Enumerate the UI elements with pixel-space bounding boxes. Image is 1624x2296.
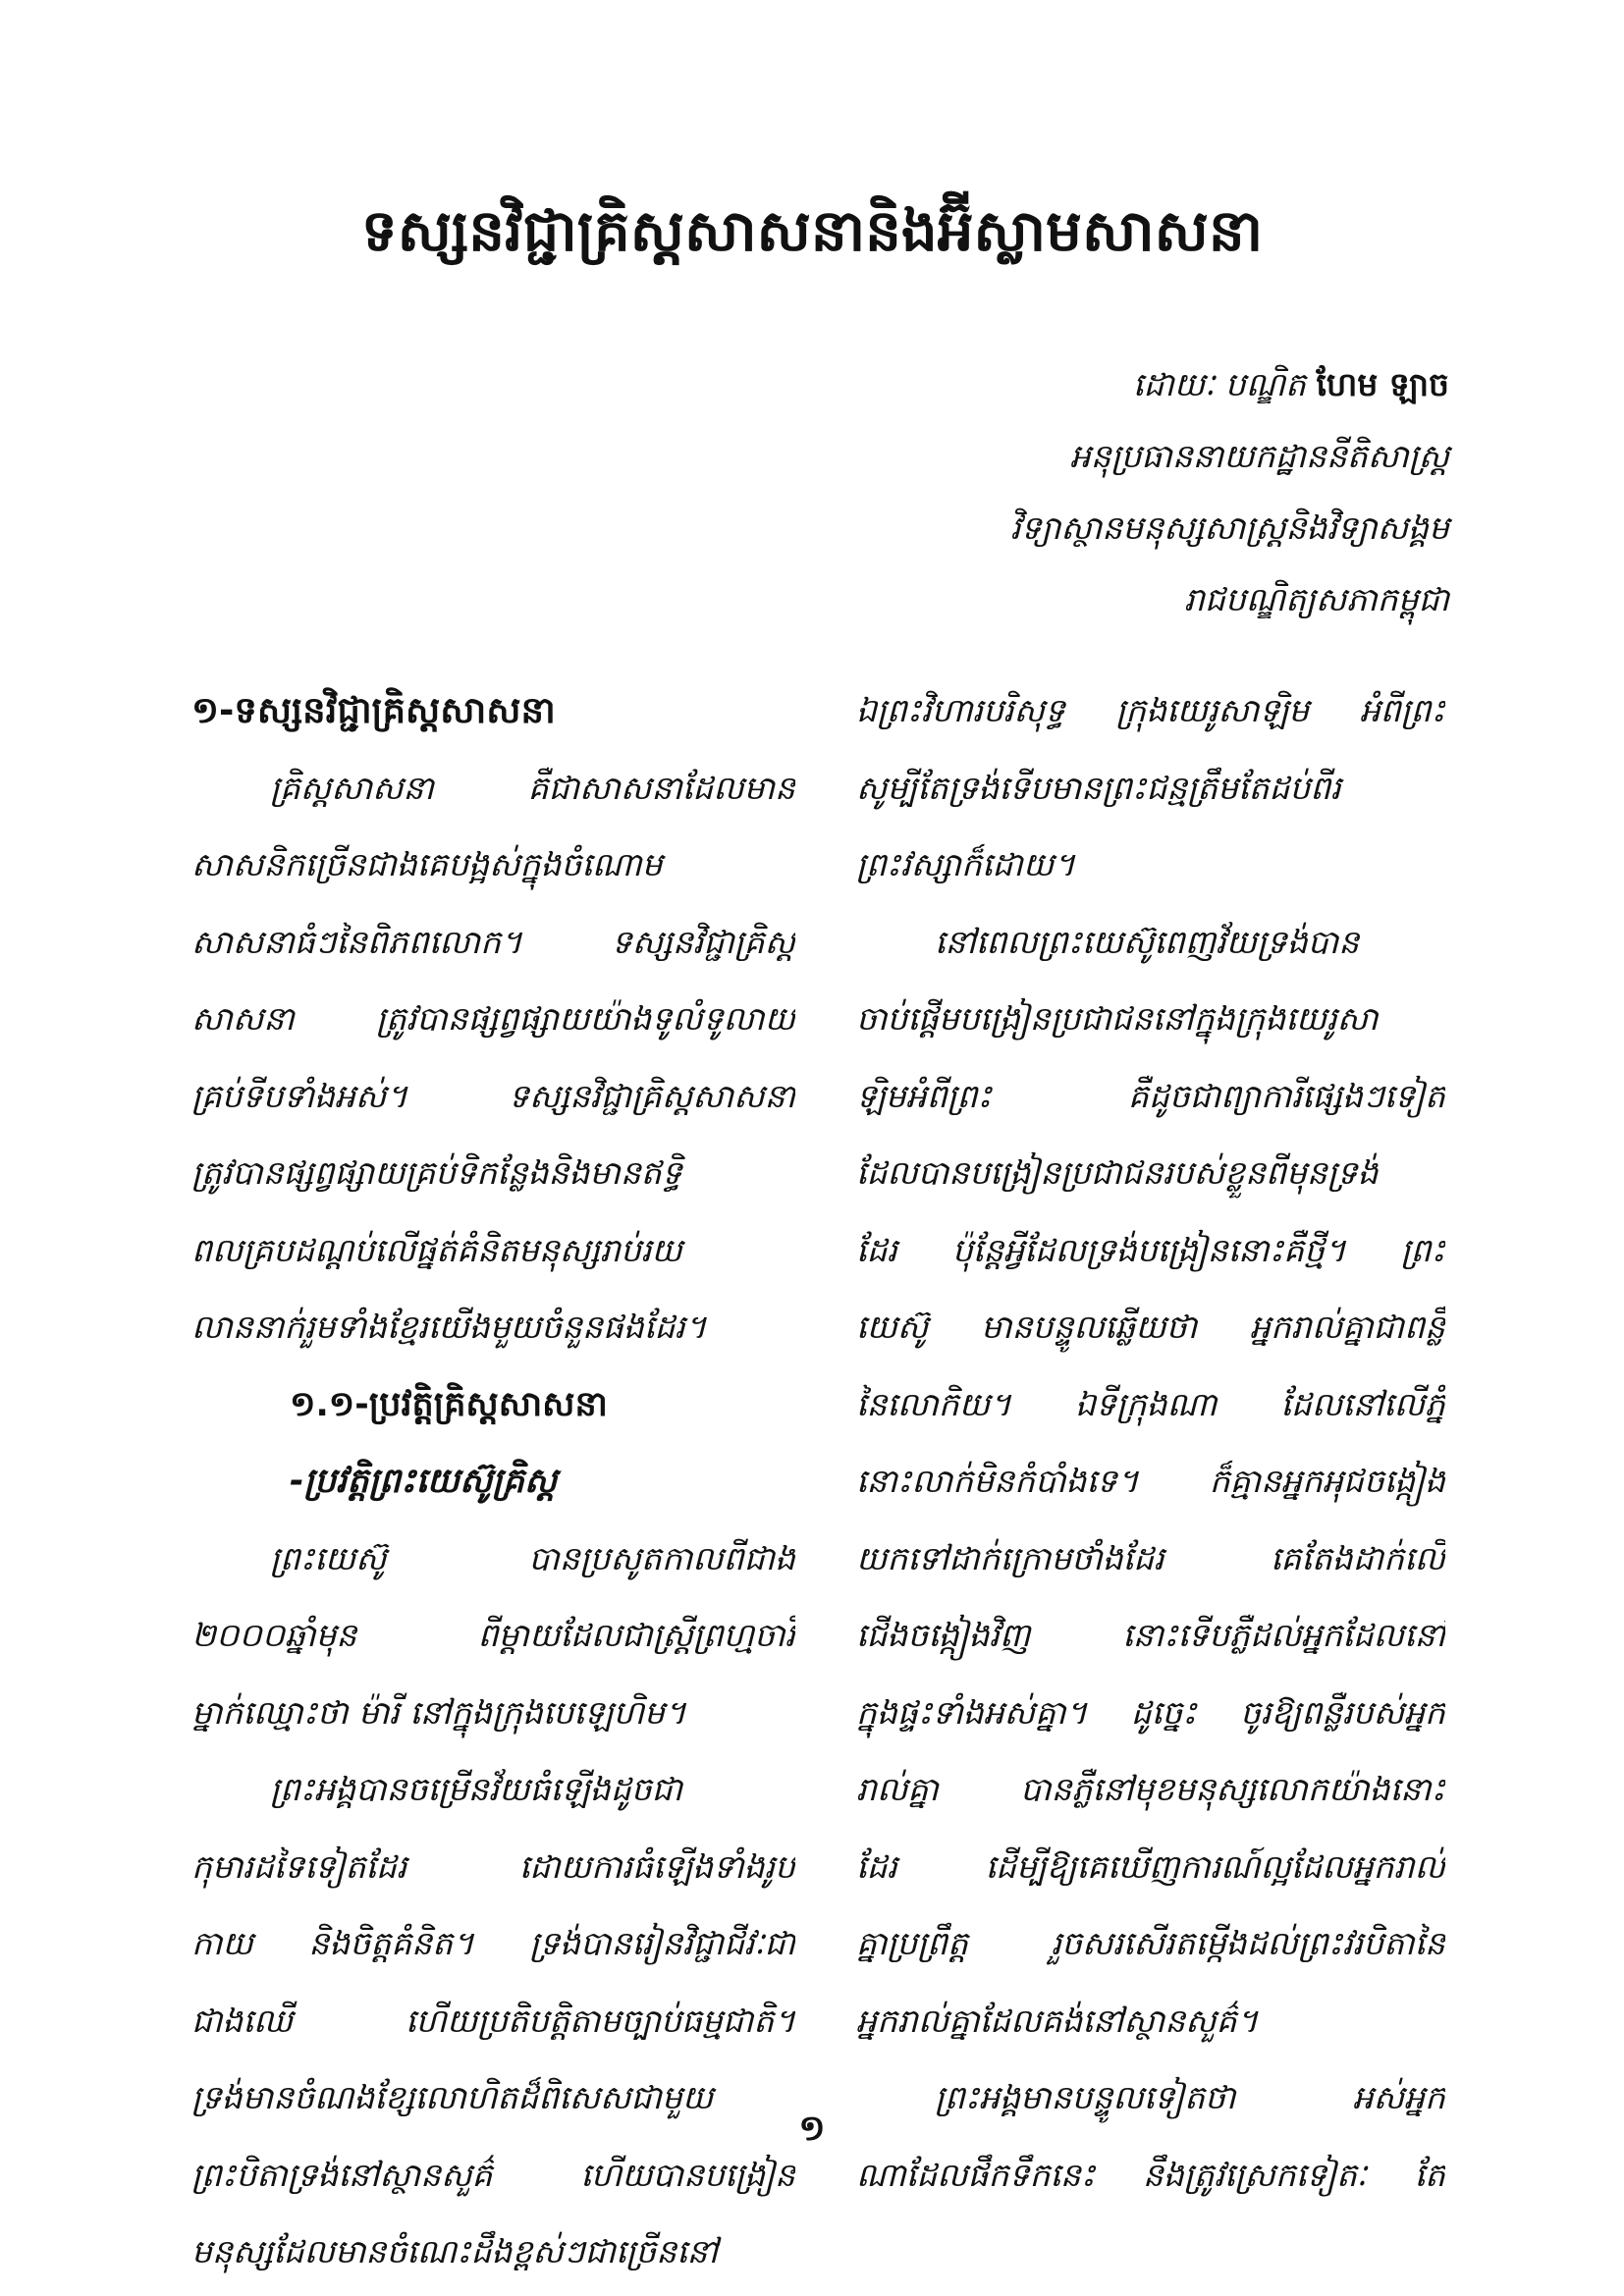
section-heading: ១-ទស្សនវិជ្ជាគ្រិស្តសាសនា (191, 689, 556, 731)
text-line: ព្រះវស្សាក៏ដោយ។ (856, 845, 1076, 883)
author-byline (703, 348, 1449, 635)
text-line: កាយ និងចិត្តគំនិត។ ទ្រង់បានរៀនវិជ្ជាជីវៈជា (191, 1924, 795, 1962)
text-line: ឯព្រះវិហារបរិសុទ្ធ ក្រុងយេរូសាឡិម អំពីព្រះ (856, 691, 1445, 729)
text-line: ចាប់ផ្តើមបង្រៀនប្រជាជននៅក្នុងក្រុងយេរូសា (856, 999, 1379, 1038)
text-line: ព្រះបិតាទ្រង់នៅស្ថានសួគ៌ ហើយបានបង្រៀន (191, 2155, 795, 2194)
left-column (191, 672, 795, 2291)
text-line: នោះលាក់មិនកំបាំងទេ។ ក៏គ្មានអ្នកអុជចង្កៀង (856, 1462, 1445, 1500)
text-line: ដែរ ដើម្បីឱ្យគេឃើញការណ៍ល្អដែលអ្នករាល់ (856, 1846, 1445, 1886)
text-line: ជើងចង្កៀងវិញ នោះទើបភ្លឺដល់អ្នកដែលនៅ (856, 1616, 1445, 1654)
text-line: លាននាក់រួមទាំងខ្មែរយើងមួយចំនួនផងដែរ។ (191, 1308, 707, 1346)
text-line: ណាដែលផឹកទឹកនេះ នឹងត្រូវស្រេកទៀតៈ តែ (856, 2155, 1445, 2194)
text-line: ដែលបានបង្រៀនប្រជាជនរបស់ខ្លួនពីមុនទ្រង់ (856, 1153, 1379, 1192)
text-line: គ្រិស្តសាសនា គឺជាសាសនាដែលមាន (270, 768, 795, 807)
byline-institute: វិទ្យាស្ថានមនុស្សសាស្ត្រនិងវិទ្យាសង្គម (1010, 508, 1449, 547)
text-line: ត្រូវបានផ្សព្វផ្សាយគ្រប់ទិកន្លែងនិងមានឥទ្ធិ (191, 1153, 682, 1192)
text-line: សាសនិកច្រើនជាងគេបង្អស់ក្នុងចំណោម (191, 845, 663, 883)
text-line: យេស៊ូ មានបន្ទូលឆ្លើយថា អ្នករាល់គ្នាជាពន្លឺ (856, 1308, 1445, 1346)
text-line: នៃលោកិយ។ ឯទីក្រុងណា ដែលនៅលើភ្នំ (856, 1384, 1445, 1423)
text-line: ដែរ ប៉ុន្តែអ្វីដែលទ្រង់បង្រៀននោះគឺថ្មី។ ព្រះ (856, 1230, 1445, 1269)
subsection-heading: ១.១-ប្រវត្តិគ្រិស្តសាសនា (290, 1384, 608, 1424)
byline-position: អនុប្រធាននាយកដ្ឋាននីតិសាស្ត្រ (1069, 437, 1449, 475)
text-line: ពលគ្របដណ្តប់លើផ្នត់គំនិតមនុស្សរាប់រយ (191, 1230, 682, 1269)
text-line: សាសនាធំៗនៃពិភពលោក។ ទស្សនវិជ្ជាគ្រិស្ត (191, 922, 795, 961)
page-title: ទស្សនវិជ្ជាគ្រិស្តសាសនានិងអ៊ីស្លាមសាសនា (360, 197, 1264, 264)
byline-author-line (703, 348, 1449, 420)
text-line: ព្រះអង្គមានបន្ទូលទៀតថា អស់អ្នក (935, 2078, 1445, 2116)
text-line: ម្នាក់ឈ្មោះថា ម៉ារី នៅក្នុងក្រុងបេឡេហិម។ (191, 1692, 686, 1732)
text-line: នៅពេលព្រះយេស៊ូពេញវ័យទ្រង់បាន (935, 922, 1360, 961)
right-column (856, 672, 1445, 2214)
subsubsection-heading: -ប្រវត្តិព្រះយេស៊ូគ្រិស្ត (290, 1462, 558, 1501)
text-line: ក្នុងផ្ទះទាំងអស់គ្នា។ ដូច្នេះ ចូរឱ្យពន្លឺរបស់អ្នក (856, 1692, 1445, 1732)
text-line: គ្រប់ទីបទាំងអស់។ ទស្សនវិជ្ជាគ្រិស្តសាសនា (191, 1076, 795, 1115)
text-line: ឡិមអំពីព្រះ គឺដូចជាព្យាការីផ្សេងៗទៀត (856, 1076, 1445, 1115)
text-line: ព្រះអង្គបានចម្រើនវ័យធំឡើងដូចជា (270, 1770, 683, 1808)
page-number: ១ (798, 2109, 826, 2149)
text-line: មនុស្សដែលមានចំណេះដឹងខ្ពស់ៗជាច្រើននៅ (191, 2232, 719, 2270)
text-line: កុមារដទៃទៀតដែរ ដោយការធំឡើងទាំងរូប (191, 1846, 795, 1886)
text-line: ជាងឈើ ហើយប្រតិបត្តិតាមច្បាប់ធម្មជាតិ។ (191, 2001, 795, 2040)
byline-by-prefix: ដោយៈ បណ្ឌិត (1132, 365, 1306, 403)
text-line: ទ្រង់មានចំណងខ្សែលោហិតដ៏ពិសេសជាមួយ (191, 2078, 714, 2116)
text-line: សាសនា ត្រូវបានផ្សព្វផ្សាយយ៉ាងទូលំទូលាយ (191, 999, 795, 1038)
text-line: រាល់គ្នា បានភ្លឺនៅមុខមនុស្សលោកយ៉ាងនោះ (856, 1770, 1445, 1808)
byline-academy: រាជបណ្ឌិត្យសភាកម្ពុជា (1183, 580, 1449, 618)
text-line: សូម្បីតែទ្រង់ទើបមានព្រះជន្មត្រឹមតែដប់ពីរ (856, 768, 1341, 807)
byline-author-name: ហែម ឡាច (1316, 365, 1449, 403)
text-line: យកទៅដាក់ក្រោមថាំងដែរ គេតែងដាក់លើ (856, 1538, 1445, 1577)
text-line: ២០០០ឆ្នាំមុន ពីម្តាយដែលជាស្ត្រីព្រហ្មចារី (191, 1616, 795, 1654)
text-line: គ្នាប្រព្រឹត្ត រួចសរសើរតម្កើងដល់ព្រះវរបិតានៃ (856, 1924, 1445, 1962)
text-line: ព្រះយេស៊ូ បានប្រសូតកាលពីជាង (270, 1538, 795, 1577)
text-line: អ្នករាល់គ្នាដែលគង់នៅស្ថានសួគ៌។ (856, 2001, 1259, 2040)
